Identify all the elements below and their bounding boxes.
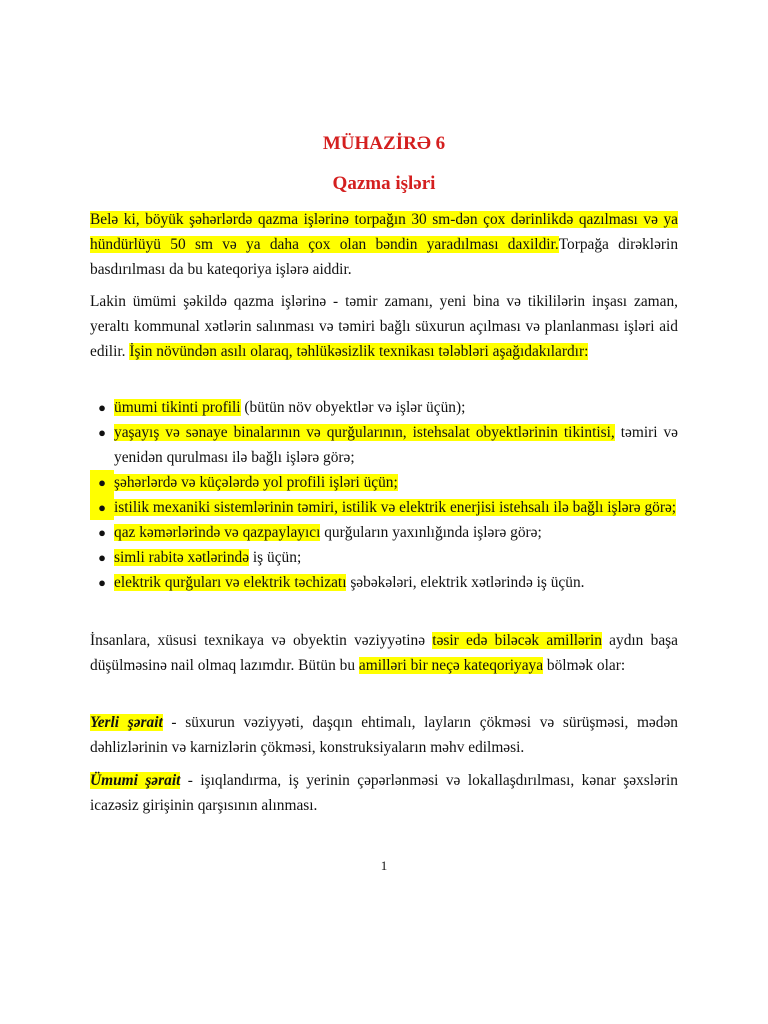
highlighted-text: İşin növündən asılı olaraq, təhlükəsizlik texnikası tələbləri aşağıdakılardır: [129,343,589,360]
paragraph-text: aydın başa düşülməsinə nail olmaq lazımdır. Bütün bu [90,632,678,674]
page-number: 1 [380,858,388,873]
paragraph-4 [90,710,678,760]
list-item [90,470,678,495]
page-subtitle: Qazma işləri [332,173,436,194]
list-item-text: iş üçün; [249,549,302,566]
highlighted-text: Belə ki, böyük şəhərlərdə qazma işlərinə torpağın 30 sm-dən çox dərinlikdə qazılması və ya hündürlüyü 50 sm və ya daha çox olan bəndin yaradılması daxildir. [90,211,678,253]
bullet-icon: ● [98,575,106,590]
list-item [90,520,678,545]
highlighted-text: elektrik qurğuları və elektrik təchizatı [114,574,347,591]
list-item [90,395,678,420]
bullet-icon: ● [98,550,106,565]
paragraph-text: - süxurun vəziyyəti, daşqın ehtimalı, layların çökməsi və sürüşməsi, mədən dəhlizlərinin və karnizlərin çökməsi, konstruksiyaların məhv edilməsi. [90,714,678,756]
highlighted-text: şəhərlərdə və küçələrdə yol profili işləri üçün; [114,474,398,491]
paragraph-text: Lakin ümümi şəkildə qazma işlərinə - təmir zamanı, yeni bina və tikililərin inşası zaman, yeraltı kommunal xətlərin salınması və təmiri bağlı süxurun açılması və planlanması işləri aid edilir. [90,293,678,360]
term-local-conditions: Yerli şərait [90,714,163,731]
paragraph-2 [90,289,678,364]
paragraph-1 [90,207,678,282]
bullet-icon: ● [98,525,106,540]
highlighted-text: simli rabitə xətlərində [114,549,250,566]
highlighted-text: istilik mexaniki sistemlərinin təmiri, istilik və elektrik enerjisi istehsalı ilə bağlı işlərə görə; [114,499,677,516]
paragraph-3 [90,628,678,678]
list-item-text: şəbəkələri, elektrik xətlərində iş üçün. [346,574,585,591]
paragraph-5 [90,768,678,818]
highlighted-text: ümumi tikinti profili [114,399,241,416]
term-general-conditions: Ümumi şərait [90,772,181,789]
list-item-text: qurğuların yaxınlığında işlərə görə; [320,524,542,541]
list-item-text: təmiri və yenidən qurulması ilə bağlı işlərə görə; [114,424,678,466]
requirements-list [90,395,678,595]
bullet-icon: ● [98,400,106,415]
list-item [90,495,678,520]
list-item-text: (bütün növ obyektlər və işlər üçün); [240,399,466,416]
list-item [90,570,678,595]
paragraph-text: Torpağa dirəklərin basdırılması da bu kateqoriya işlərə aiddir. [90,236,679,278]
bullet-icon: ● [90,495,114,520]
list-item [90,420,678,470]
page-title: MÜHAZİRƏ 6 [322,133,446,154]
highlighted-text: yaşayış və sənaye binalarının və qurğularının, istehsalat obyektlərinin tikintisi, [114,424,615,441]
paragraph-text: İnsanlara, xüsusi texnikaya və obyektin vəziyyətinə [90,632,433,649]
list-item [90,545,678,570]
highlighted-text: amilləri bir neçə kateqoriyaya [358,657,544,674]
highlighted-text: təsir edə biləcək amillərin [432,632,602,649]
highlighted-text: qaz kəmərlərində və qazpaylayıcı [114,524,321,541]
paragraph-text: - işıqlandırma, iş yerinin çəpərlənməsi və lokallaşdırılması, kənar şəxslərin icazəsiz girişinin qarşısının alınması. [90,772,678,814]
bullet-icon: ● [98,425,106,440]
bullet-icon: ● [90,470,114,495]
paragraph-text: bölmək olar: [543,657,626,674]
